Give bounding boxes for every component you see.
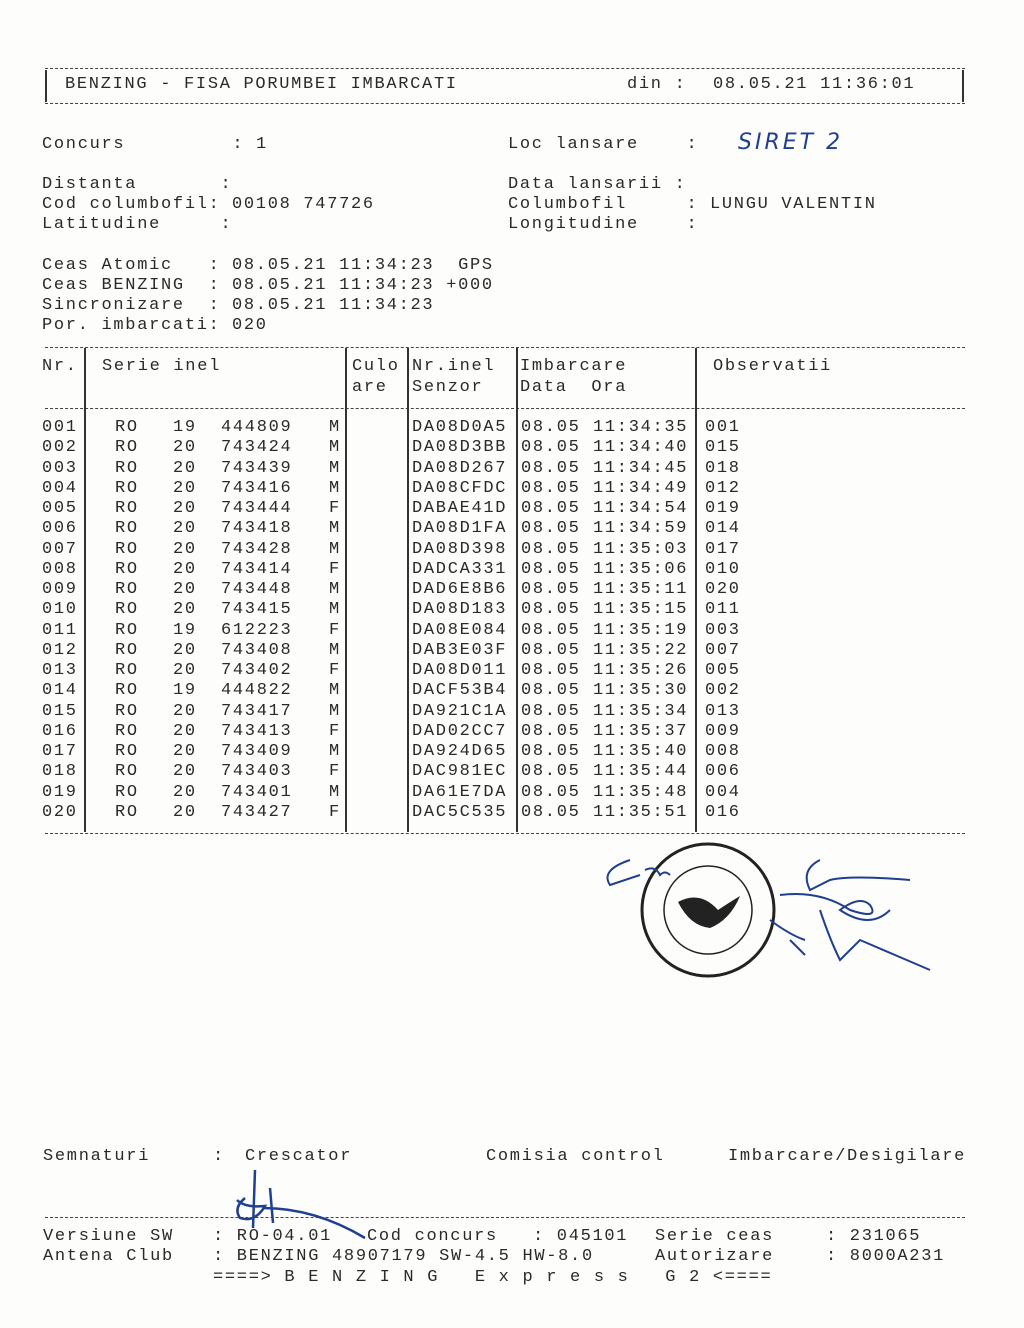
observation: 002 [705, 681, 741, 701]
country: RO [115, 559, 139, 579]
observation: 015 [705, 438, 741, 458]
boarding-time: 11:35:03 [593, 539, 689, 559]
year: 20 [173, 499, 197, 519]
sensor-id: DA08D3BB [412, 438, 508, 458]
sex: F [329, 661, 341, 681]
year: 20 [173, 458, 197, 478]
boarding-date: 08.05 [521, 681, 581, 701]
boarding-date: 08.05 [521, 640, 581, 660]
serie-ceas-value: : 231065 [826, 1227, 922, 1246]
boarding-time: 11:35:19 [593, 620, 689, 640]
sex: M [329, 600, 341, 620]
country: RO [115, 742, 139, 762]
row-nr: 017 [42, 742, 78, 762]
sensor-id: DAD6E8B6 [412, 580, 508, 600]
country: RO [115, 620, 139, 640]
ring-number: 743402 [221, 661, 293, 681]
divider [45, 833, 965, 834]
observation: 005 [705, 661, 741, 681]
loc-lansare-handwritten: SIRET 2 [738, 130, 844, 155]
versiune-sw-label: Versiune SW [43, 1227, 174, 1246]
divider [45, 1217, 965, 1218]
observation: 001 [705, 418, 741, 437]
row-nr: 002 [42, 438, 78, 458]
row-nr: 016 [42, 721, 78, 741]
ring-number: 444822 [221, 681, 293, 701]
observation: 014 [705, 519, 741, 539]
sensor-id: DAC5C535 [412, 802, 508, 822]
sensor-id: DA08D267 [412, 458, 508, 478]
ring-number: 743409 [221, 742, 293, 762]
por-imbarcati-value: 020 [232, 316, 268, 335]
divider [45, 408, 965, 409]
autorizare-value: : 8000A231 [826, 1247, 946, 1266]
row-nr: 014 [42, 681, 78, 701]
sex: F [329, 559, 341, 579]
year: 19 [173, 418, 197, 437]
sensor-id: DADCA331 [412, 559, 508, 579]
boarding-time: 11:34:54 [593, 499, 689, 519]
row-nr: 013 [42, 661, 78, 681]
observation: 006 [705, 762, 741, 782]
boarding-time: 11:35:37 [593, 721, 689, 741]
boarding-time: 11:34:40 [593, 438, 689, 458]
country: RO [115, 519, 139, 539]
boarding-time: 11:35:26 [593, 661, 689, 681]
boarding-time: 11:35:06 [593, 559, 689, 579]
ring-number: 743418 [221, 519, 293, 539]
row-nr: 019 [42, 782, 78, 802]
boarding-time: 11:35:30 [593, 681, 689, 701]
boarding-time: 11:35:51 [593, 802, 689, 822]
ring-number: 743417 [221, 701, 293, 721]
col-header-nr: Nr. [42, 357, 78, 376]
club-stamp-and-signatures [590, 840, 950, 990]
boarding-date: 08.05 [521, 600, 581, 620]
antena-club-label: Antena Club [43, 1247, 174, 1266]
year: 20 [173, 762, 197, 782]
row-nr: 001 [42, 418, 78, 437]
longitudine-label: Longitudine : [508, 215, 699, 234]
sensor-id: DA924D65 [412, 742, 508, 762]
loc-lansare-label: Loc lansare : [508, 135, 699, 154]
semnaturi-label: Semnaturi [43, 1147, 151, 1166]
stamp-icon [642, 844, 774, 976]
ring-number: 743439 [221, 458, 293, 478]
row-nr: 007 [42, 539, 78, 559]
country: RO [115, 661, 139, 681]
col-header-imbarcare: Imbarcare [520, 357, 628, 376]
boarding-time: 11:35:44 [593, 762, 689, 782]
cod-columbofil-label: Cod columbofil: [42, 195, 221, 214]
country: RO [115, 418, 139, 437]
commission-signatures [608, 860, 931, 970]
country: RO [115, 721, 139, 741]
column-divider [695, 348, 697, 832]
din-label: din : [627, 75, 687, 94]
sincronizare-value: 08.05.21 11:34:23 [232, 296, 435, 315]
year: 20 [173, 438, 197, 458]
observation: 018 [705, 458, 741, 478]
comisia-control-label: Comisia control [486, 1147, 665, 1166]
boarding-time: 11:35:48 [593, 782, 689, 802]
boarding-date: 08.05 [521, 539, 581, 559]
sensor-id: DA08CFDC [412, 478, 508, 498]
sensor-id: DA61E7DA [412, 782, 508, 802]
sensor-id: DA08E084 [412, 620, 508, 640]
row-nr: 015 [42, 701, 78, 721]
boarding-date: 08.05 [521, 418, 581, 437]
sex: M [329, 418, 341, 437]
country: RO [115, 478, 139, 498]
observation: 016 [705, 802, 741, 822]
observation: 010 [705, 559, 741, 579]
sex: M [329, 742, 341, 762]
col-header-serie: Serie inel [102, 357, 222, 376]
row-nr: 004 [42, 478, 78, 498]
year: 20 [173, 802, 197, 822]
sensor-id: DAB3E03F [412, 640, 508, 660]
country: RO [115, 438, 139, 458]
sex: M [329, 580, 341, 600]
ring-number: 743403 [221, 762, 293, 782]
divider [45, 70, 47, 102]
ring-number: 743448 [221, 580, 293, 600]
year: 20 [173, 721, 197, 741]
sex: F [329, 620, 341, 640]
row-nr: 018 [42, 762, 78, 782]
boarding-date: 08.05 [521, 742, 581, 762]
semnaturi-colon: : [213, 1147, 225, 1166]
observation: 011 [705, 600, 741, 620]
boarding-date: 08.05 [521, 661, 581, 681]
concurs-value: 1 [256, 135, 268, 154]
column-divider [516, 348, 518, 832]
country: RO [115, 458, 139, 478]
year: 20 [173, 559, 197, 579]
boarding-date: 08.05 [521, 519, 581, 539]
distanta-label: Distanta : [42, 175, 233, 194]
sex: F [329, 721, 341, 741]
boarding-date: 08.05 [521, 620, 581, 640]
year: 19 [173, 620, 197, 640]
col-header-senzor: Senzor [412, 378, 484, 397]
por-imbarcati-label: Por. imbarcati: [42, 316, 221, 335]
columbofil-value: LUNGU VALENTIN [710, 195, 877, 214]
sex: M [329, 539, 341, 559]
col-header-culoare: Culo [352, 357, 400, 376]
sensor-id: DA08D011 [412, 661, 508, 681]
year: 20 [173, 640, 197, 660]
autorizare-label: Autorizare [655, 1247, 775, 1266]
sex: M [329, 681, 341, 701]
row-nr: 010 [42, 600, 78, 620]
ceas-atomic-value: 08.05.21 11:34:23 GPS [232, 256, 494, 275]
boarding-date: 08.05 [521, 458, 581, 478]
boarding-date: 08.05 [521, 701, 581, 721]
boarding-date: 08.05 [521, 478, 581, 498]
row-nr: 020 [42, 802, 78, 822]
sensor-id: DA08D1FA [412, 519, 508, 539]
sensor-id: DAC981EC [412, 762, 508, 782]
col-header-observatii: Observatii [713, 357, 833, 376]
antena-club-value: : BENZING 48907179 SW-4.5 HW-8.0 [213, 1247, 594, 1266]
observation: 003 [705, 620, 741, 640]
column-divider [407, 348, 409, 832]
boarding-time: 11:34:35 [593, 418, 689, 437]
ring-number: 743427 [221, 802, 293, 822]
boarding-time: 11:35:11 [593, 580, 689, 600]
boarding-time: 11:34:45 [593, 458, 689, 478]
country: RO [115, 681, 139, 701]
versiune-sw-value: : RO-04.01 [213, 1227, 333, 1246]
boarding-time: 11:35:34 [593, 701, 689, 721]
year: 20 [173, 742, 197, 762]
divider [962, 70, 964, 102]
year: 20 [173, 580, 197, 600]
row-nr: 006 [42, 519, 78, 539]
ring-number: 743415 [221, 600, 293, 620]
year: 20 [173, 519, 197, 539]
col-header-culoare-2: are [352, 378, 388, 397]
sex: M [329, 782, 341, 802]
boarding-date: 08.05 [521, 782, 581, 802]
latitudine-label: Latitudine : [42, 215, 233, 234]
benzing-express-banner: ====> B E N Z I N G E x p r e s s G 2 <==== [213, 1268, 773, 1287]
cod-columbofil-value: 00108 747726 [232, 195, 375, 214]
sensor-id: DA08D183 [412, 600, 508, 620]
col-header-nr-inel: Nr.inel [412, 357, 496, 376]
country: RO [115, 802, 139, 822]
boarding-time: 11:34:59 [593, 519, 689, 539]
boarding-date: 08.05 [521, 559, 581, 579]
year: 20 [173, 600, 197, 620]
observation: 012 [705, 478, 741, 498]
divider [45, 103, 965, 104]
data-lansarii-label: Data lansarii : [508, 175, 687, 194]
country: RO [115, 499, 139, 519]
cod-concurs-label: Cod concurs [367, 1227, 498, 1246]
ring-number: 743428 [221, 539, 293, 559]
country: RO [115, 580, 139, 600]
sex: M [329, 640, 341, 660]
sex: F [329, 499, 341, 519]
boarding-date: 08.05 [521, 438, 581, 458]
country: RO [115, 600, 139, 620]
observation: 008 [705, 742, 741, 762]
boarding-time: 11:35:22 [593, 640, 689, 660]
ring-number: 743414 [221, 559, 293, 579]
sex: F [329, 802, 341, 822]
ceas-atomic-label: Ceas Atomic : [42, 256, 221, 275]
boarding-date: 08.05 [521, 721, 581, 741]
year: 20 [173, 539, 197, 559]
sensor-id: DA921C1A [412, 701, 508, 721]
boarding-time: 11:35:15 [593, 600, 689, 620]
sensor-id: DAD02CC7 [412, 721, 508, 741]
boarding-date: 08.05 [521, 499, 581, 519]
sensor-id: DA08D0A5 [412, 418, 508, 437]
ring-number: 743408 [221, 640, 293, 660]
observation: 019 [705, 499, 741, 519]
year: 19 [173, 681, 197, 701]
country: RO [115, 701, 139, 721]
sex: F [329, 762, 341, 782]
cod-concurs-value: : 045101 [533, 1227, 629, 1246]
row-nr: 005 [42, 499, 78, 519]
sex: M [329, 438, 341, 458]
column-divider [84, 348, 86, 832]
sex: M [329, 478, 341, 498]
crescator-label: Crescator [245, 1147, 353, 1166]
observation: 020 [705, 580, 741, 600]
boarding-date: 08.05 [521, 580, 581, 600]
observation: 009 [705, 721, 741, 741]
country: RO [115, 640, 139, 660]
ring-number: 612223 [221, 620, 293, 640]
ring-number: 743416 [221, 478, 293, 498]
sincronizare-label: Sincronizare : [42, 296, 221, 315]
year: 20 [173, 782, 197, 802]
sex: M [329, 458, 341, 478]
serie-ceas-label: Serie ceas [655, 1227, 775, 1246]
divider [45, 347, 965, 348]
ring-number: 743444 [221, 499, 293, 519]
sensor-id: DACF53B4 [412, 681, 508, 701]
boarding-time: 11:34:49 [593, 478, 689, 498]
country: RO [115, 762, 139, 782]
concurs-label: Concurs : [42, 135, 245, 154]
row-nr: 012 [42, 640, 78, 660]
ceas-benzing-value: 08.05.21 11:34:23 +000 [232, 276, 494, 295]
ring-number: 743401 [221, 782, 293, 802]
year: 20 [173, 478, 197, 498]
observation: 017 [705, 539, 741, 559]
boarding-date: 08.05 [521, 762, 581, 782]
col-header-data-ora: Data Ora [520, 378, 628, 397]
row-nr: 009 [42, 580, 78, 600]
boarding-date: 08.05 [521, 802, 581, 822]
year: 20 [173, 661, 197, 681]
ring-number: 444809 [221, 418, 293, 437]
boarding-time: 11:35:40 [593, 742, 689, 762]
sex: M [329, 519, 341, 539]
country: RO [115, 782, 139, 802]
ring-number: 743413 [221, 721, 293, 741]
sex: M [329, 701, 341, 721]
sensor-id: DA08D398 [412, 539, 508, 559]
sensor-id: DABAE41D [412, 499, 508, 519]
ring-number: 743424 [221, 438, 293, 458]
observation: 007 [705, 640, 741, 660]
column-divider [345, 348, 347, 832]
observation: 004 [705, 782, 741, 802]
ceas-benzing-label: Ceas BENZING : [42, 276, 221, 295]
row-nr: 011 [42, 620, 78, 640]
row-nr: 003 [42, 458, 78, 478]
columbofil-label: Columbofil : [508, 195, 699, 214]
observation: 013 [705, 701, 741, 721]
country: RO [115, 539, 139, 559]
divider [45, 68, 965, 69]
document-title: BENZING - FISA PORUMBEI IMBARCATI [65, 75, 458, 94]
year: 20 [173, 701, 197, 721]
din-value: 08.05.21 11:36:01 [713, 75, 916, 94]
imbarcare-desigilare-label: Imbarcare/Desigilare [728, 1147, 967, 1166]
row-nr: 008 [42, 559, 78, 579]
